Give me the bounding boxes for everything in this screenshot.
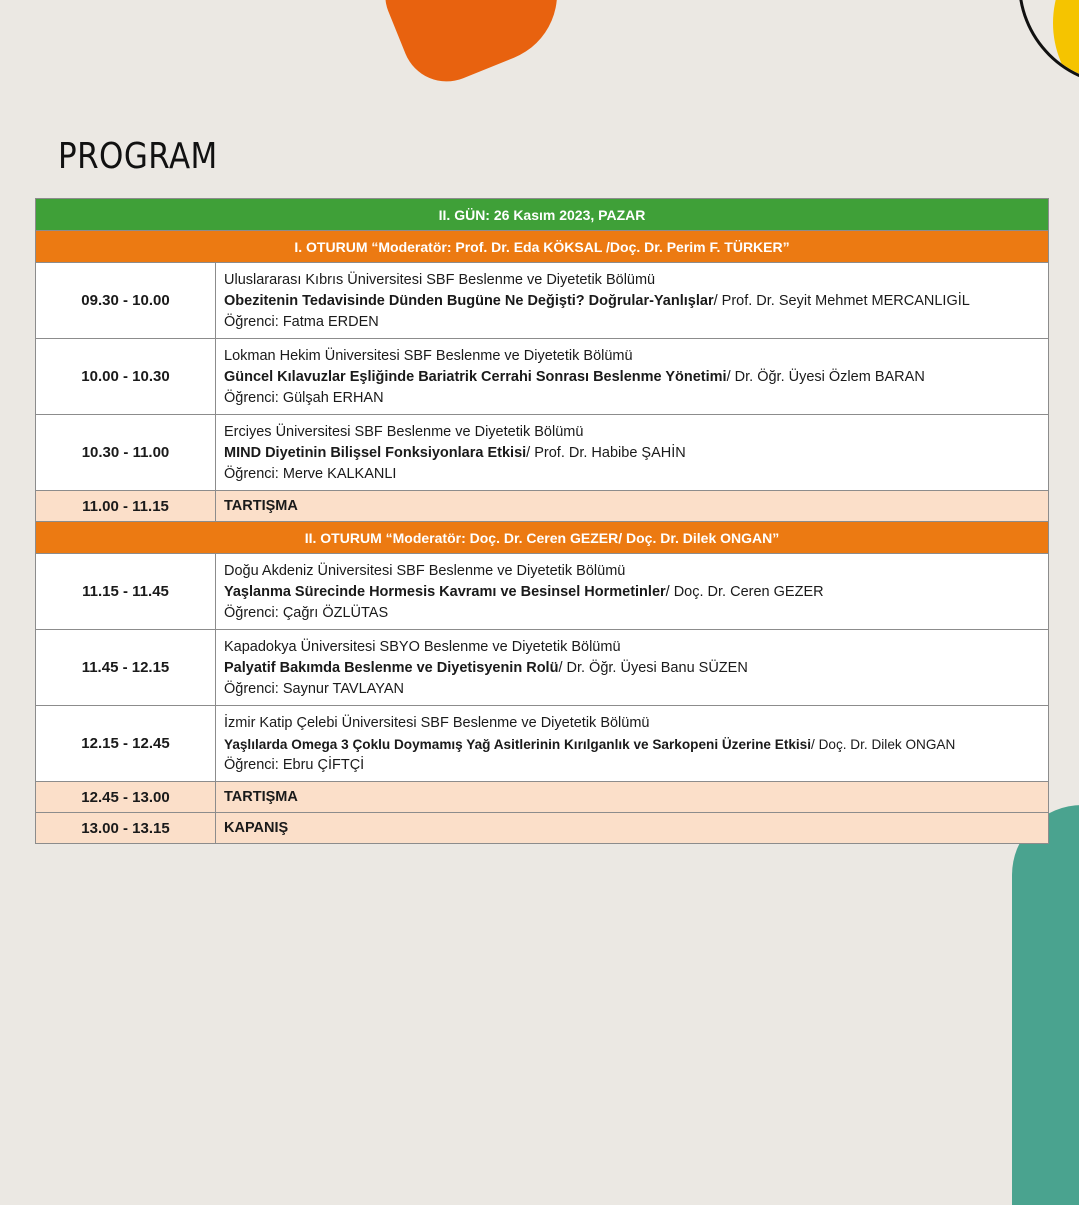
speaker-name: / Prof. Dr. Seyit Mehmet MERCANLIGİL	[713, 292, 970, 309]
student-name: Öğrenci: Fatma ERDEN	[224, 313, 379, 330]
talk-info	[216, 706, 1049, 782]
table-row	[36, 263, 1049, 339]
talk-time: 11.45 - 12.15	[36, 630, 216, 706]
break-row	[36, 491, 1049, 522]
speaker-name: / Doç. Dr. Ceren GEZER	[665, 583, 824, 600]
closing-time: 13.00 - 13.15	[36, 813, 216, 844]
talk-time: 09.30 - 10.00	[36, 263, 216, 339]
speaker-name: / Doç. Dr. Dilek ONGAN	[811, 736, 956, 752]
talk-info	[216, 263, 1049, 339]
talk-topic: Güncel Kılavuzlar Eşliğinde Bariatrik Cerrahi Sonrası Beslenme Yönetimi	[224, 368, 727, 385]
student-name: Öğrenci: Gülşah ERHAN	[224, 389, 384, 406]
talk-info	[216, 415, 1049, 491]
university-name: İzmir Katip Çelebi Üniversitesi SBF Beslenme ve Diyetetik Bölümü	[224, 714, 650, 731]
day-header: II. GÜN: 26 Kasım 2023, PAZAR	[36, 199, 1049, 231]
student-name: Öğrenci: Çağrı ÖZLÜTAS	[224, 604, 389, 621]
table-row	[36, 339, 1049, 415]
day-header-row	[36, 199, 1049, 231]
session-header-row	[36, 522, 1049, 554]
talk-line	[224, 658, 1040, 679]
university-name: Doğu Akdeniz Üniversitesi SBF Beslenme ve Diyetetik Bölümü	[224, 562, 626, 579]
talk-line	[224, 291, 1040, 312]
page-title: PROGRAM	[58, 136, 218, 177]
talk-line	[224, 734, 1040, 755]
university-name: Lokman Hekim Üniversitesi SBF Beslenme ve Diyetetik Bölümü	[224, 347, 633, 364]
speaker-name: / Dr. Öğr. Üyesi Özlem BARAN	[726, 368, 925, 385]
talk-info	[216, 554, 1049, 630]
talk-line	[224, 443, 1040, 464]
talk-topic: Obezitenin Tedavisinde Dünden Bugüne Ne Değişti? Doğrular-Yanlışlar	[224, 292, 714, 309]
talk-topic: Yaşlanma Sürecinde Hormesis Kavramı ve Besinsel Hormetinler	[224, 583, 666, 600]
session-header: II. OTURUM “Moderatör: Doç. Dr. Ceren GEZER/ Doç. Dr. Dilek ONGAN”	[36, 522, 1049, 554]
talk-topic: MIND Diyetinin Bilişsel Fonksiyonlara Etkisi	[224, 444, 527, 461]
break-time: 12.45 - 13.00	[36, 782, 216, 813]
talk-time: 12.15 - 12.45	[36, 706, 216, 782]
university-name: Kapadokya Üniversitesi SBYO Beslenme ve Diyetetik Bölümü	[224, 638, 621, 655]
university-name: Erciyes Üniversitesi SBF Beslenme ve Diyetetik Bölümü	[224, 423, 584, 440]
closing-label: KAPANIŞ	[216, 813, 1049, 844]
student-name: Öğrenci: Ebru ÇİFTÇİ	[224, 756, 365, 773]
teal-shape-decoration	[1012, 805, 1079, 1205]
closing-row	[36, 813, 1049, 844]
talk-time: 10.00 - 10.30	[36, 339, 216, 415]
yellow-circle-decoration	[1018, 0, 1079, 86]
table-row	[36, 415, 1049, 491]
talk-line	[224, 582, 1040, 603]
talk-topic: Palyatif Bakımda Beslenme ve Diyetisyenin Rolü	[224, 659, 559, 676]
break-label: TARTIŞMA	[216, 491, 1049, 522]
talk-line	[224, 367, 1040, 388]
session-header-row	[36, 231, 1049, 263]
session-header: I. OTURUM “Moderatör: Prof. Dr. Eda KÖKSAL /Doç. Dr. Perim F. TÜRKER”	[36, 231, 1049, 263]
talk-time: 11.15 - 11.45	[36, 554, 216, 630]
table-row	[36, 630, 1049, 706]
university-name: Uluslararası Kıbrıs Üniversitesi SBF Beslenme ve Diyetetik Bölümü	[224, 271, 656, 288]
break-row	[36, 782, 1049, 813]
talk-topic: Yaşlılarda Omega 3 Çoklu Doymamış Yağ Asitlerinin Kırılganlık ve Sarkopeni Üzerine Etkisi	[224, 736, 812, 752]
orange-blob-decoration	[374, 0, 578, 95]
program-table	[35, 198, 1049, 844]
break-time: 11.00 - 11.15	[36, 491, 216, 522]
break-label: TARTIŞMA	[216, 782, 1049, 813]
student-name: Öğrenci: Saynur TAVLAYAN	[224, 680, 404, 697]
table-row	[36, 554, 1049, 630]
speaker-name: / Dr. Öğr. Üyesi Banu SÜZEN	[558, 659, 748, 676]
speaker-name: / Prof. Dr. Habibe ŞAHİN	[526, 444, 686, 461]
table-row	[36, 706, 1049, 782]
talk-info	[216, 339, 1049, 415]
talk-time: 10.30 - 11.00	[36, 415, 216, 491]
talk-info	[216, 630, 1049, 706]
student-name: Öğrenci: Merve KALKANLI	[224, 465, 397, 482]
